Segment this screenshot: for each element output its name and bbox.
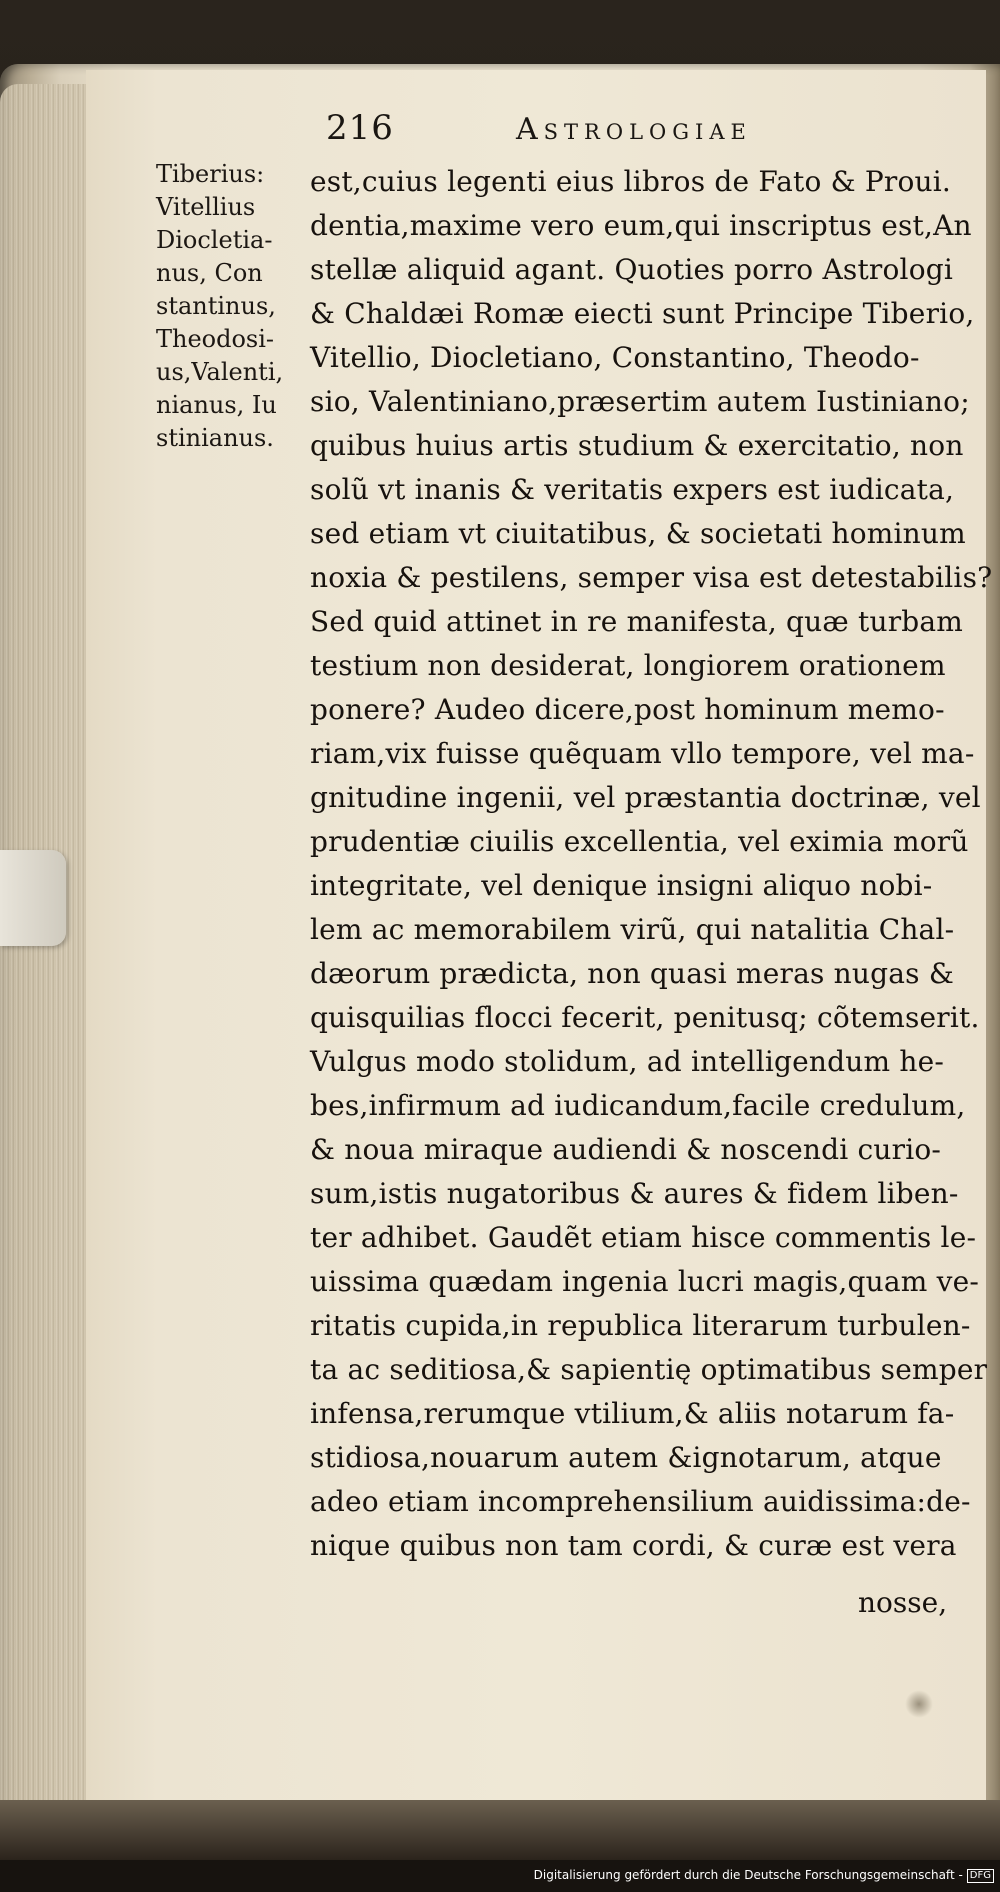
text-line: lem ac memorabilem virũ, qui natalitia Chal-: [310, 913, 955, 946]
text-line: dentia,maxime vero eum,qui inscriptus est,An: [310, 209, 972, 242]
text-line: integritate, vel denique insigni aliquo nobi-: [310, 869, 933, 902]
text-line: stellæ aliquid agant. Quoties porro Astrologi: [310, 253, 954, 286]
text-line: ta ac seditiosa,& sapientię optimatibus semper: [310, 1353, 988, 1386]
paper-stain: [905, 1690, 933, 1718]
text-line: & Chaldæi Romæ eiecti sunt Principe Tiberio,: [310, 297, 975, 330]
book-bottom-board: [0, 1800, 1000, 1860]
catchword: nosse,: [858, 1586, 948, 1619]
running-title: Astrologiae: [516, 112, 752, 147]
page-number: 216: [326, 108, 394, 148]
bookmark-clip: [0, 850, 66, 946]
text-line: Vulgus modo stolidum, ad intelligendum he-: [310, 1045, 945, 1078]
text-line: riam,vix fuisse quẽquam vllo tempore, vel ma-: [310, 737, 975, 770]
text-line: est,cuius legenti eius libros de Fato & Proui.: [310, 165, 952, 198]
margin-note: Tiberius: Vitellius Diocletia- nus, Con stantinus, Theodosi- us,Valenti, nianus, Iu stinianus.: [156, 160, 284, 452]
text-line: Vitellio, Diocletiano, Constantino, Theodo-: [310, 341, 920, 374]
text-line: adeo etiam incomprehensilium auidissima:de-: [310, 1485, 971, 1518]
text-line: ter adhibet. Gaudẽt etiam hisce commentis le-: [310, 1221, 977, 1254]
text-line: infensa,rerumque vtilium,& aliis notarum fa-: [310, 1397, 955, 1430]
text-line: prudentiæ ciuilis excellentia, vel eximia morũ: [310, 825, 969, 858]
text-line: quibus huius artis studium & exercitatio, non: [310, 429, 964, 462]
text-line: uissima quædam ingenia lucri magis,quam ve-: [310, 1265, 980, 1298]
text-line: nique quibus non tam cordi, & curæ est vera: [310, 1529, 957, 1562]
text-line: ponere? Audeo dicere,post hominum memo-: [310, 693, 945, 726]
dfg-logo: DFG: [967, 1869, 994, 1883]
page-edges: [0, 84, 88, 1824]
text-line: bes,infirmum ad iudicandum,facile credulum,: [310, 1089, 966, 1122]
text-line: noxia & pestilens, semper visa est detestabilis?: [310, 561, 993, 594]
text-line: solũ vt inanis & veritatis expers est iudicata,: [310, 473, 955, 506]
text-line: testium non desiderat, longiorem orationem: [310, 649, 946, 682]
body-text: [310, 160, 993, 1568]
text-line: & noua miraque audiendi & noscendi curio-: [310, 1133, 942, 1166]
text-line: sio, Valentiniano,præsertim autem Iustiniano;: [310, 385, 970, 418]
text-line: quisquilias flocci fecerit, penitusq; cõtemserit.: [310, 1001, 980, 1034]
digitization-credit: [534, 1868, 994, 1883]
text-line: gnitudine ingenii, vel præstantia doctrinæ, vel: [310, 781, 981, 814]
text-line: sed etiam vt ciuitatibus, & societati hominum: [310, 517, 966, 550]
text-line: sum,istis nugatoribus & aures & fidem liben-: [310, 1177, 959, 1210]
page-header: [326, 108, 946, 152]
credit-text: Digitalisierung gefördert durch die Deutsche Forschungsgemeinschaft -: [533, 1868, 963, 1882]
text-line: dæorum prædicta, non quasi meras nugas &: [310, 957, 954, 990]
text-line: stidiosa,nouarum autem &ignotarum, atque: [310, 1441, 942, 1474]
text-line: Sed quid attinet in re manifesta, quæ turbam: [310, 605, 964, 638]
text-line: ritatis cupida,in republica literarum turbulen-: [310, 1309, 971, 1342]
